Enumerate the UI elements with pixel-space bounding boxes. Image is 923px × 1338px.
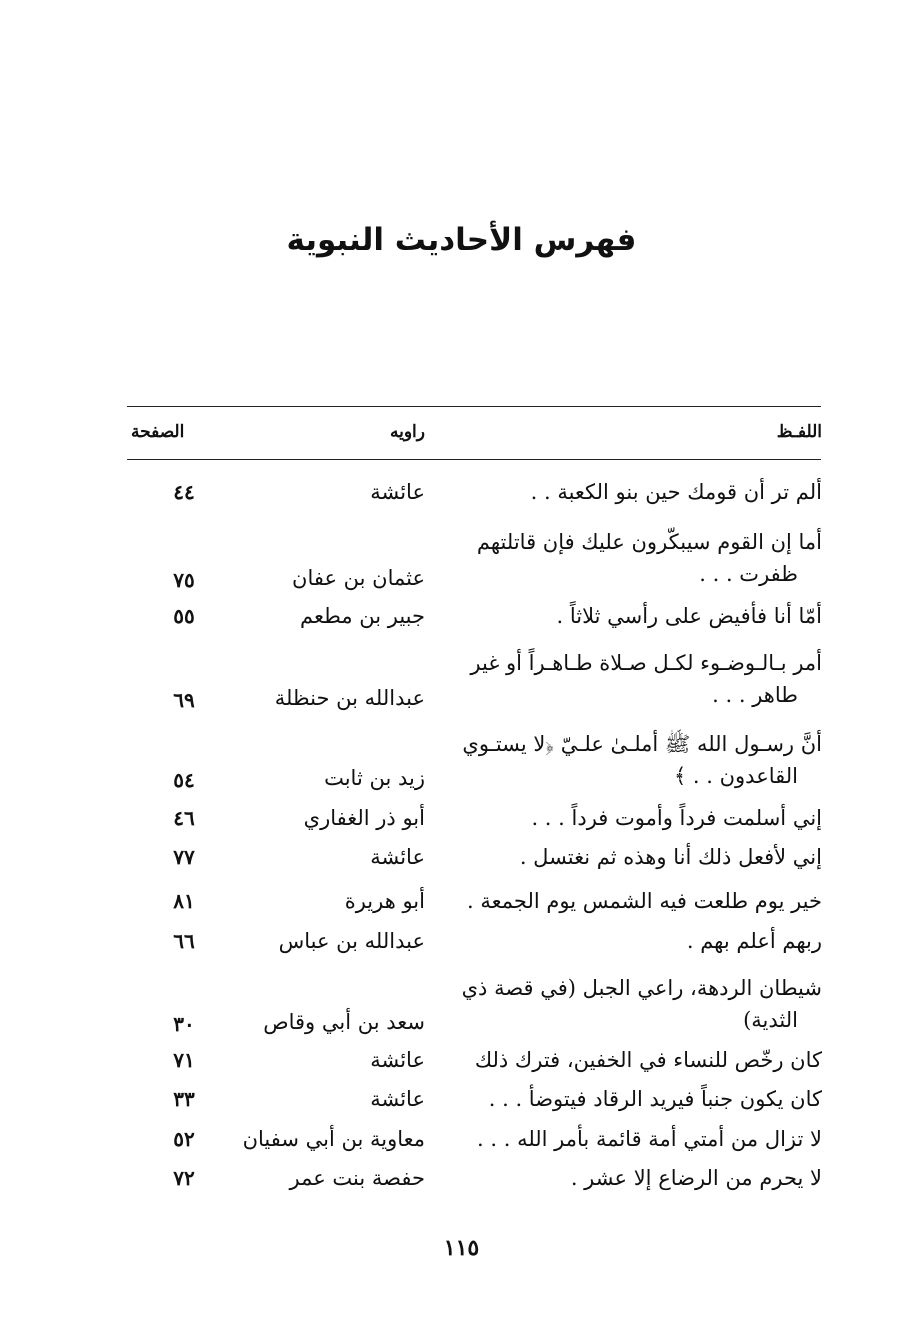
hadith-text: ربهم أعلم بهم . <box>686 929 822 953</box>
hadith-text-continued: الثدية) <box>743 1008 798 1032</box>
narrator: سعد بن أبي وقاص <box>263 1010 425 1034</box>
page-number: ١١٥ <box>443 1235 480 1261</box>
hadith-text: أمّا أنا فأفيض على رأسي ثلاثاً . <box>556 604 822 628</box>
hadith-text: إني أسلمت فرداً وأموت فرداً . . . <box>531 806 822 830</box>
page-ref: ٦٩ <box>173 688 195 712</box>
narrator: عثمان بن عفان <box>292 566 425 590</box>
hadith-text: كان رخّص للنساء في الخفين، فترك ذلك <box>474 1048 822 1072</box>
page-ref: ٥٤ <box>173 768 195 792</box>
page-ref: ٧٥ <box>173 568 195 592</box>
narrator: عائشة <box>370 845 425 869</box>
narrator: زيد بن ثابت <box>324 766 425 790</box>
page-ref: ٥٥ <box>173 604 195 628</box>
hadith-text: أنَّ رسـول الله ﷺ أملـىٰ علـيّ ﴿لا يستـوي <box>462 732 822 756</box>
hadith-text-continued: القاعدون . . ﴾ <box>673 764 798 788</box>
column-header-page: الصفحة <box>131 422 185 442</box>
hadith-text: خير يوم طلعت فيه الشمس يوم الجمعة . <box>467 889 822 913</box>
narrator: معاوية بن أبي سفيان <box>242 1127 425 1151</box>
narrator: عائشة <box>370 480 425 504</box>
table-top-rule <box>127 406 821 407</box>
page-ref: ٦٦ <box>173 929 195 953</box>
hadith-text: شيطان الردهة، راعي الجبل (في قصة ذي <box>461 976 822 1000</box>
page-ref: ٧٢ <box>173 1166 195 1190</box>
narrator: جبير بن مطعم <box>299 604 425 628</box>
page-ref: ٨١ <box>173 889 195 913</box>
column-header-text: اللفـظ <box>776 422 822 442</box>
narrator: عبدالله بن حنظلة <box>274 686 425 710</box>
page-ref: ٣٣ <box>173 1087 195 1111</box>
page-ref: ٣٠ <box>173 1012 195 1036</box>
narrator: أبو ذر الغفاري <box>303 806 425 830</box>
narrator: عائشة <box>370 1087 425 1111</box>
column-header-narrator: راويه <box>390 422 425 442</box>
hadith-text-continued: طاهر . . . <box>712 683 798 707</box>
hadith-text-continued: ظفرت . . . <box>699 562 798 586</box>
hadith-text: لا تزال من أمتي أمة قائمة بأمر الله . . . <box>477 1127 822 1151</box>
hadith-text: إني لأفعل ذلك أنا وهذه ثم نغتسل . <box>519 845 822 869</box>
page-ref: ٤٦ <box>173 806 195 830</box>
page-ref: ٤٤ <box>173 480 195 504</box>
hadith-text: كان يكون جنباً فيريد الرقاد فيتوضأ . . . <box>488 1087 822 1111</box>
page-ref: ٧٧ <box>173 845 195 869</box>
page-ref: ٧١ <box>173 1048 195 1072</box>
hadith-text: لا يحرم من الرضاع إلا عشر . <box>570 1166 822 1190</box>
hadith-text: أما إن القوم سيبكّرون عليك فإن قاتلتهم <box>476 530 822 554</box>
hadith-text: ألم تر أن قومك حين بنو الكعبة . . <box>530 480 822 504</box>
page-title: فهرس الأحاديث النبوية <box>286 222 637 258</box>
page-ref: ٥٢ <box>173 1127 195 1151</box>
narrator: حفصة بنت عمر <box>289 1166 425 1190</box>
table-header-rule <box>127 459 821 460</box>
narrator: أبو هريرة <box>344 889 425 913</box>
hadith-text: أمر بـالـوضـوء لكـل صـلاة طـاهـراً أو غير <box>470 651 822 675</box>
narrator: عائشة <box>370 1048 425 1072</box>
narrator: عبدالله بن عباس <box>278 929 425 953</box>
